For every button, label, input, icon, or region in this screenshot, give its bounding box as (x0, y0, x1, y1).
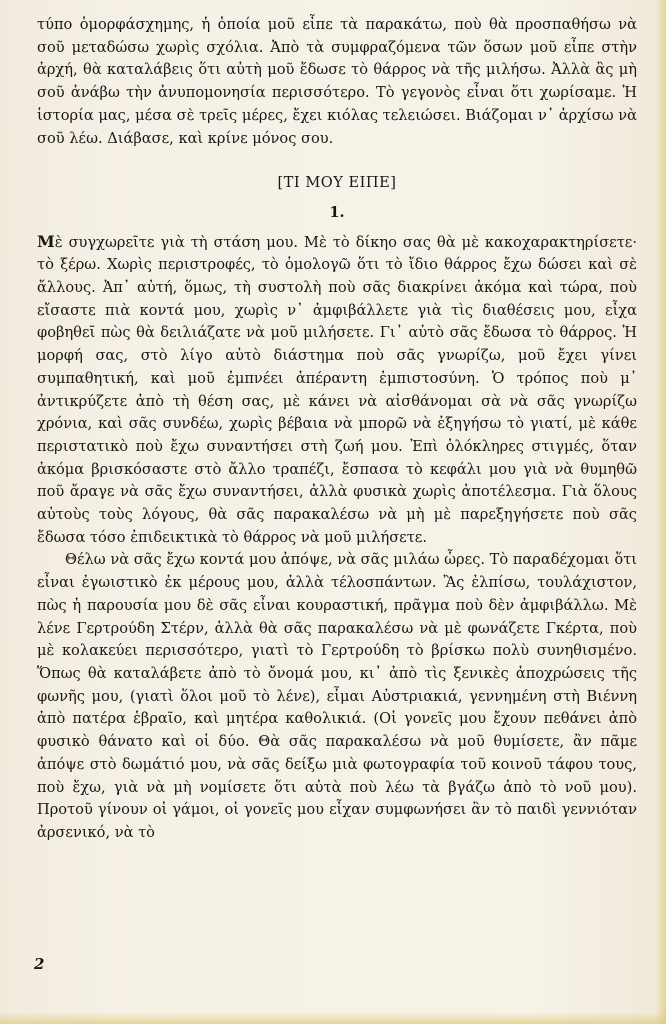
page-number: 2 (34, 955, 45, 973)
paragraph-1-initial: Μ (37, 231, 55, 251)
intro-paragraph: τύπο ὁμορφάσχημης, ἡ ὁποία μοῦ εἶπε τὰ παρακάτω, ποὺ θὰ προσπαθήσω νὰ σοῦ μεταδώσω χωρὶς σχόλια. Ἀπὸ τὰ συμφραζόμενα τῶν ὅσων μοῦ εἶπε στὴν ἀρχή, θὰ καταλάβεις ὅτι αὐτὴ μοῦ ἔδωσε τὸ θάρρος νὰ τῆς μιλήσω. Ἀλλὰ ἂς μὴ σοῦ ἀνάβω τὴν ἀνυπομονησία περισσότερο. Τὸ γεγονὸς εἶναι ὅτι χωρίσαμε. Ἡ ἱστορία μας, μέσα σὲ τρεῖς μέρες, ἔχει κιόλας τελειώσει. Βιάζομαι ν᾿ ἀρχίσω νὰ σοῦ λέω. Διάβασε, καὶ κρίνε μόνος σου. (37, 16, 637, 147)
paragraph-1-text: ὲ συγχωρεῖτε γιὰ τὴ στάση μου. Μὲ τὸ δίκηο σας θὰ μὲ κακοχαρακτηρίσετε· τὸ ξέρω. Χωρὶς περιστροφές, τὸ ὁμολογῶ ὅτι τὸ ἴδιο θάρρος ἔχω δώσει καὶ σὲ ἄλλους. Ἀπ᾿ αὐτή, ὅμως, τὴ συστολὴ ποὺ σᾶς διακρίνει ἀκόμα καὶ τώρα, ποὺ εἴσαστε πιὰ κοντά μου, χωρὶς ν᾿ ἀμφιβάλλετε γιὰ τὶς διαθέσεις μου, εἶχα φοβηθεῖ πὼς θὰ δειλιάζατε νὰ μοῦ μιλήσετε. Γι᾿ αὐτὸ σᾶς ἔδωσα τὸ θάρρος. Ἡ μορφή σας, στὸ λίγο αὐτὸ διάστημα ποὺ σᾶς γνωρίζω, μοῦ ἔχει γίνει συμπαθητική, καὶ μοῦ ἐμπνέει ἀπέραντη ἐμπιστοσύνη. Ὁ τρόπος ποὺ μ᾿ ἀντικρύζετε ἀπὸ τὴ θέση σας, μὲ κάνει νὰ αἰσθάνομαι σὰ νὰ σᾶς γνωρίζω χρόνια, καὶ σᾶς συνδέω, χωρὶς βέβαια νὰ μπορῶ νὰ ἐξηγήσω τὸ γιατί, μὲ κάθε περιστατικὸ ποὺ ἔχω συναντήσει στὴ ζωή μου. Ἐπὶ ὁλόκληρες στιγμές, ὅταν ἀκόμα βρισκόσαστε στὸ ἄλλο τραπέζι, ἔσπασα τὸ κεφάλι μου γιὰ νὰ θυμηθῶ ποῦ ἄραγε νὰ σᾶς ἔχω συναντήσει, ἀλλὰ φυσικὰ χωρὶς ἀποτέλεσμα. Γιὰ ὅλους αὐτοὺς τοὺς λόγους, θὰ σᾶς παρακαλέσω νὰ μὴ μὲ παρεξηγήσετε ποὺ σᾶς ἔδωσα τόσο ἐπιδεικτικὰ τὸ θάρρος νὰ μοῦ μιλήσετε. (37, 233, 637, 546)
page-text-block (37, 14, 637, 845)
page-edge-shadow-bottom (0, 1012, 666, 1024)
paragraph-1 (37, 231, 637, 550)
section-title: [ΤΙ ΜΟΥ ΕΙΠΕ] (277, 174, 397, 192)
paragraph-2: Θέλω νὰ σᾶς ἔχω κοντά μου ἀπόψε, νὰ σᾶς μιλάω ὧρες. Τὸ παραδέχομαι ὅτι εἶναι ἐγωιστικὸ ἐκ μέρους μου, ἀλλὰ τέλοσπάντων. Ἂς ἐλπίσω, τουλάχιστον, πὼς ἡ παρουσία μου δὲ σᾶς εἶναι κουραστική, πρᾶγμα ποὺ δὲν ἀμφιβάλλω. Μὲ λένε Γερτρούδη Στέρν, ἀλλὰ θὰ σᾶς παρακαλέσω νὰ μὲ φωνάζετε Γκέρτα, ποὺ μὲ κολακεύει περισσότερο, γιατὶ τὸ Γερτρούδη τὸ βρίσκω πολὺ συνηθισμένο. Ὅπως θὰ καταλάβετε ἀπὸ τὸ ὄνομά μου, κι᾿ ἀπὸ τὶς ξενικὲς ἀποχρώσεις τῆς φωνῆς μου, (γιατὶ ὅλοι μοῦ τὸ λένε), εἶμαι Αὐστριακιά, γεννημένη στὴ Βιέννη ἀπὸ πατέρα ἑβραῖο, καὶ μητέρα καθολικιά. (Οἱ γονεῖς μου ἔχουν πεθάνει ἀπὸ φυσικὸ θάνατο καὶ οἱ δύο. Θὰ σᾶς παρακαλέσω νὰ μοῦ θυμίσετε, ἂν πᾶμε ἀπόψε στὸ δωμάτιό μου, νὰ σᾶς δείξω μιὰ φωτογραφία τοῦ κοινοῦ τάφου τους, ποὺ ἔχω, γιὰ νὰ μὴ νομίσετε ὅτι αὐτὰ ποὺ λέω τὰ βγάζω ἀπὸ τὸ νοῦ μου). Προτοῦ γίνουν οἱ γάμοι, οἱ γονεῖς μου εἶχαν συμφωνήσει ἂν τὸ παιδὶ γεννιόταν ἀρσενικό, νὰ τὸ (37, 551, 637, 841)
page-edge-shadow-right (656, 0, 666, 1024)
chapter-number: 1. (329, 203, 345, 221)
